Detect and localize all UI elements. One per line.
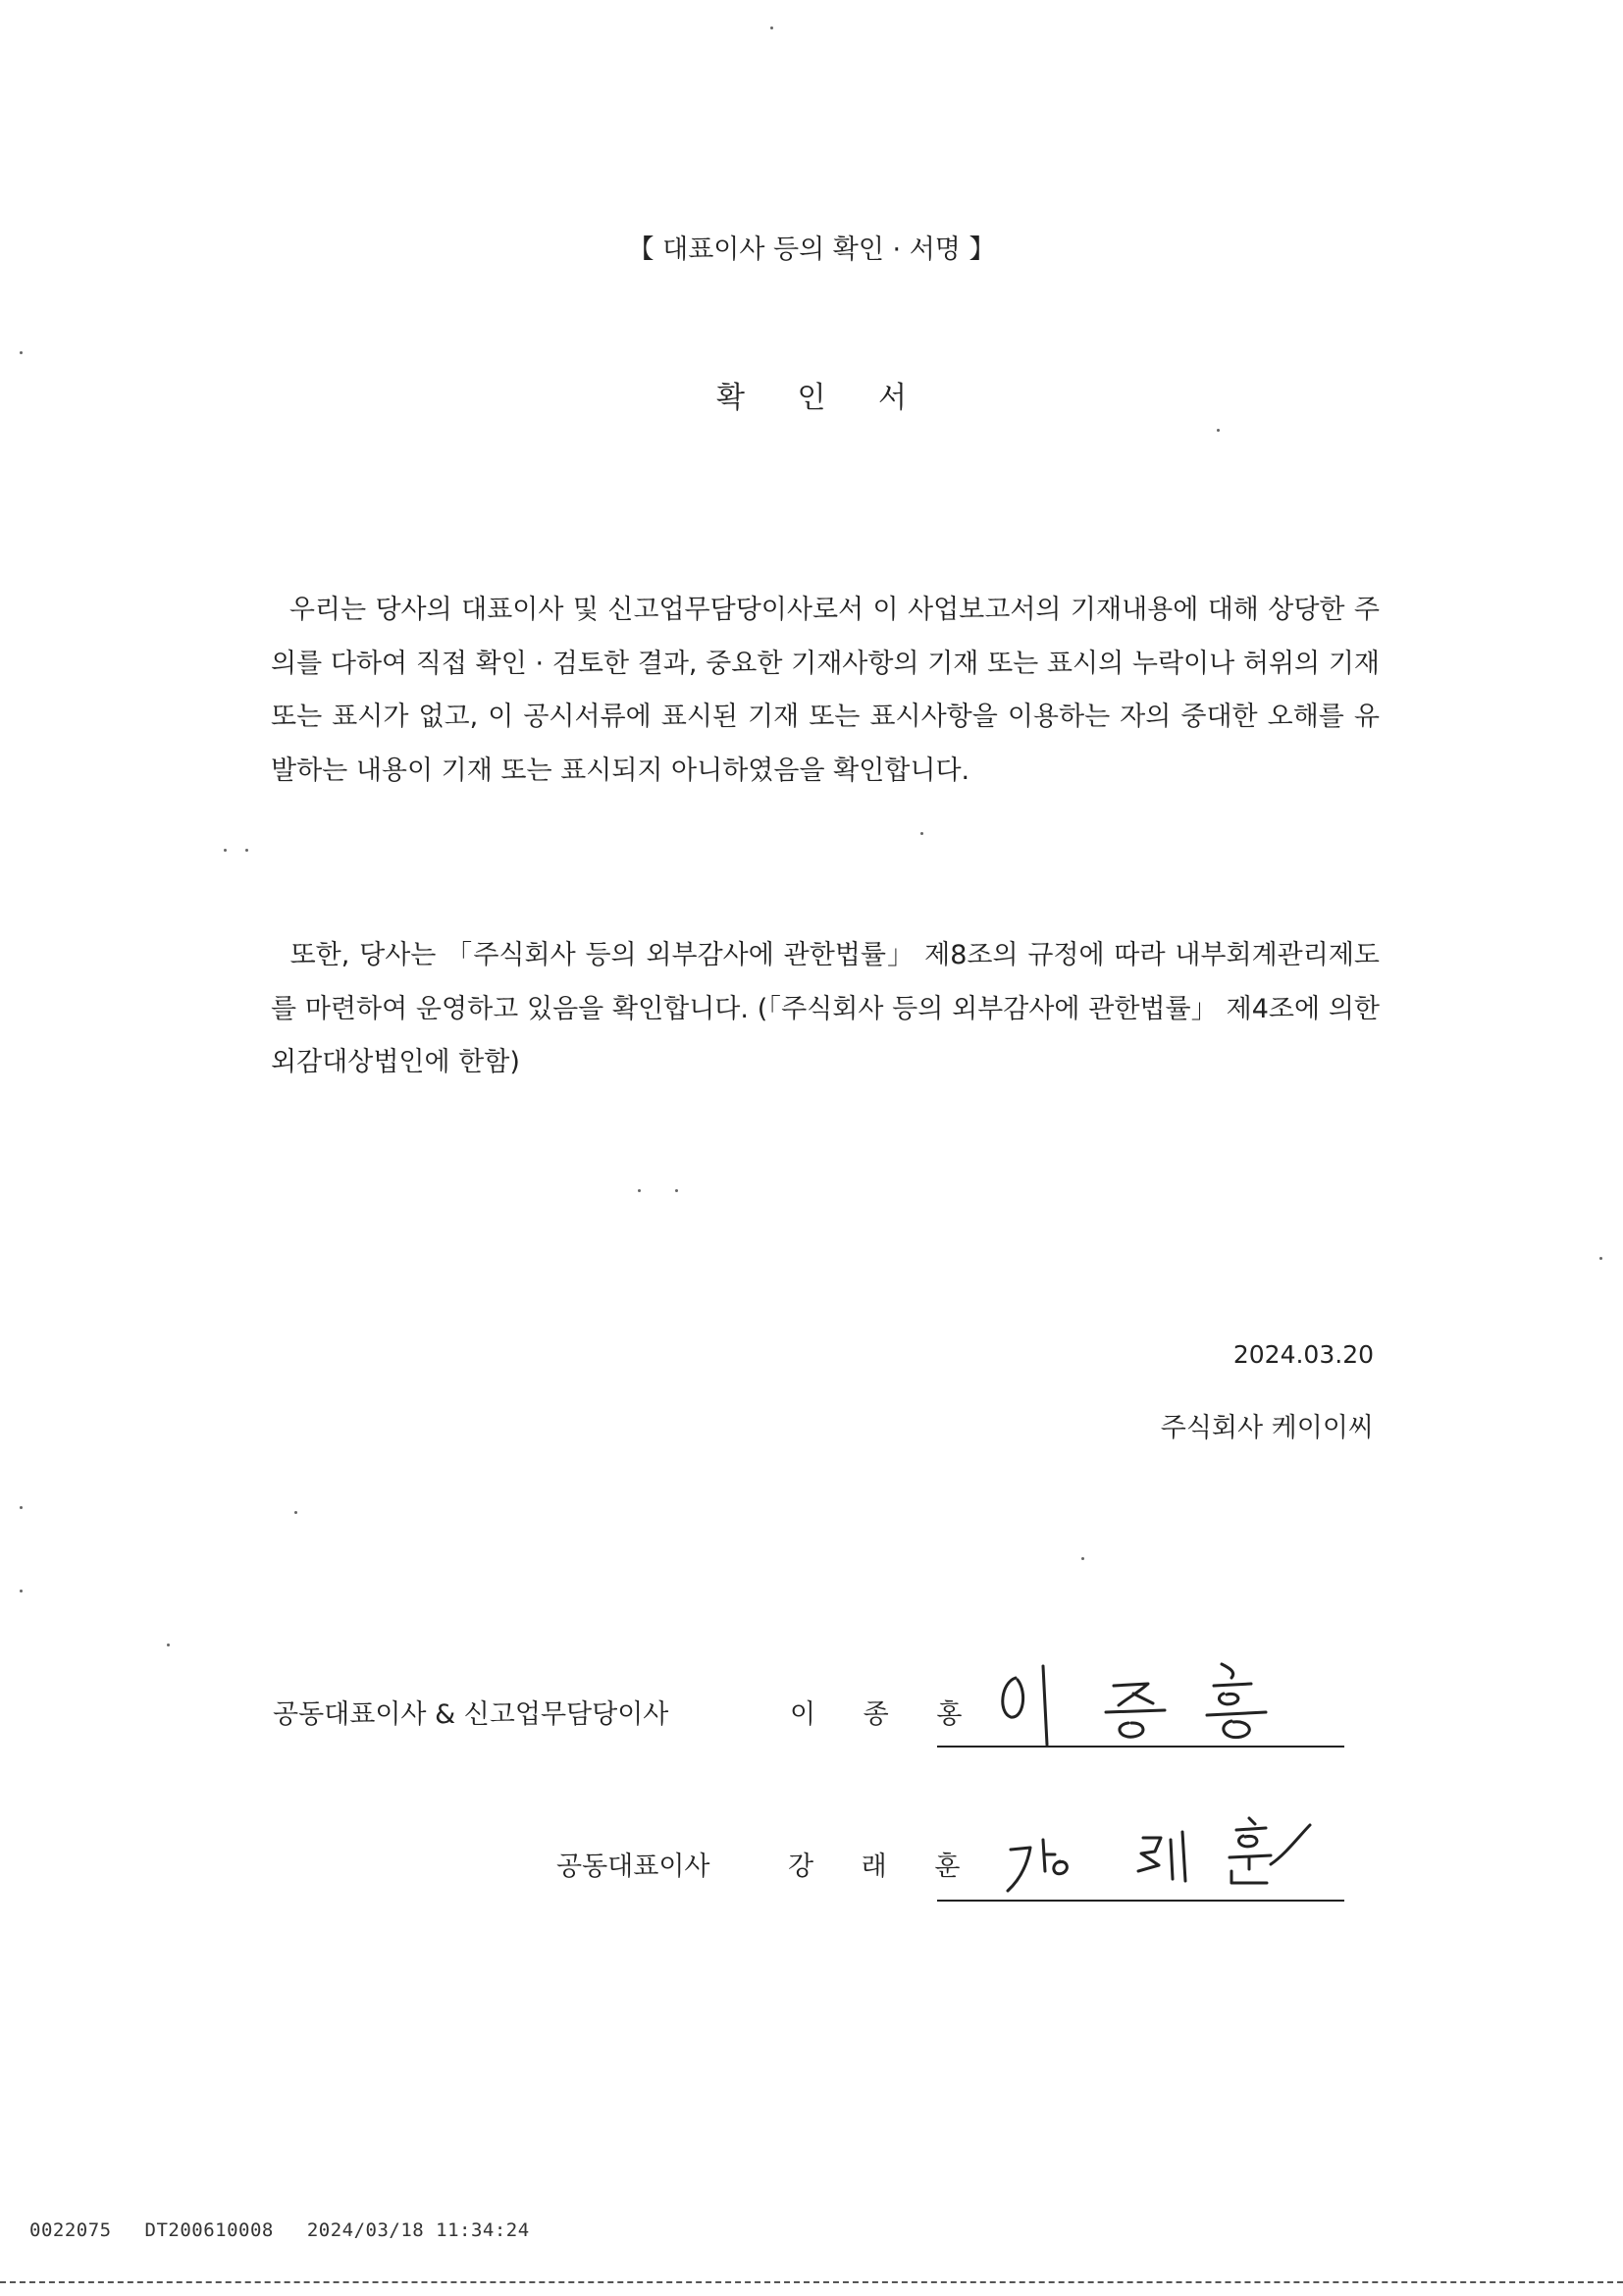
fax-footer <box>29 2219 551 2241</box>
footer-datetime: 2024/03/18 11:34:24 <box>306 2219 530 2241</box>
scan-speckle <box>294 1511 297 1514</box>
scan-speckle <box>638 1189 641 1192</box>
scan-speckle <box>245 849 248 852</box>
signature-lee-jong-hong <box>937 1658 1349 1756</box>
signatory-role: 공동대표이사 & 신고업무담당이사 <box>273 1699 669 1730</box>
internal-control-paragraph <box>271 929 1380 1090</box>
scan-speckle <box>1217 429 1220 432</box>
scan-speckle <box>20 1506 23 1509</box>
document-title: 확 인 서 <box>715 381 928 415</box>
signatory-role: 공동대표이사 <box>556 1852 710 1882</box>
document-date: 2024.03.20 <box>1232 1340 1374 1369</box>
paragraph-text: 또한, 당사는 「주식회사 등의 외부감사에 관한법률」 제8조의 규정에 따라 내부회계관리제도를 마련하여 운영하고 있음을 확인합니다. (「주식회사 등의 외부감사에 관한법률」 제4조에 의한 외감대상법인에 한함) <box>271 940 1380 1077</box>
signature-kang-rae-hoon <box>937 1810 1349 1908</box>
footer-doc-id: DT200610008 <box>144 2219 274 2241</box>
signatory-name: 강 래 훈 <box>788 1852 980 1882</box>
company-name: 주식회사 케이이씨 <box>1160 1413 1374 1443</box>
scan-speckle <box>920 832 923 835</box>
scan-speckle <box>224 849 227 852</box>
signatory-name: 이 종 홍 <box>790 1699 982 1730</box>
scan-speckle <box>20 1590 23 1592</box>
scan-speckle <box>167 1644 170 1646</box>
confirmation-paragraph <box>271 584 1380 798</box>
scan-speckle <box>770 26 773 29</box>
scan-edge-line <box>0 2281 1623 2283</box>
footer-code: 0022075 <box>29 2219 112 2241</box>
scan-speckle <box>675 1189 678 1192</box>
scan-speckle <box>1081 1557 1084 1560</box>
scan-speckle <box>1599 1257 1602 1260</box>
document-header: 【 대표이사 등의 확인 · 서명 】 <box>627 235 996 265</box>
paragraph-text: 우리는 당사의 대표이사 및 신고업무담당이사로서 이 사업보고서의 기재내용에 대해 상당한 주의를 다하여 직접 확인 · 검토한 결과, 중요한 기재사항의 기재 또는 표시의 누락이나 허위의 기재 또는 표시가 없고, 이 공시서류에 표시된 기재 또는 표시사항을 이용하는 자의 중대한 오해를 유발하는 내용이 기재 또는 표시되지 아니하였음을 확인합니다. <box>271 595 1380 786</box>
scan-speckle <box>20 351 23 354</box>
